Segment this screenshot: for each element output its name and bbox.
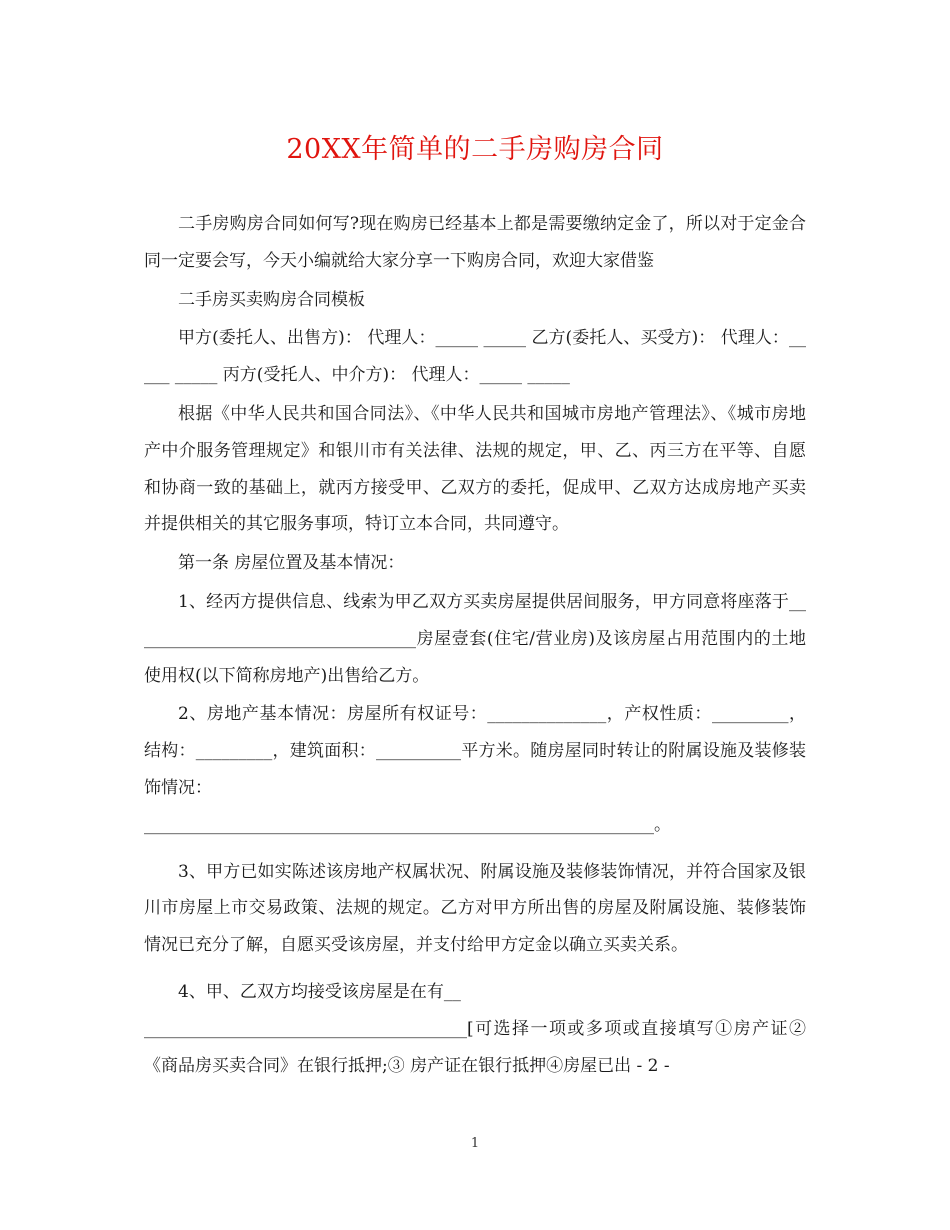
page-number: 1 — [470, 1136, 480, 1151]
clause-4-continuation: ______________________________________[可选择一项或多项或直接填写①房产证②《商品房买卖合同》在银行抵押;③ 房产证在银行抵押④房屋已出 - 2 - — [144, 1018, 806, 1076]
document-body — [144, 206, 806, 1084]
legal-basis-paragraph: 根据《中华人民共和国合同法》、《中华人民共和国城市房地产管理法》、《城市房地产中介服务管理规定》和银川市有关法律、法规的规定，甲、乙、丙三方在平等、自愿和协商一致的基础上，就丙方接受甲、乙双方的委托，促成甲、乙双方达成房地产买卖并提供相关的其它服务事项，特订立本合同，共同遵守。 — [144, 403, 806, 535]
clause-3-paragraph: 3、甲方已如实陈述该房地产权属状况、附属设施及装修装饰情况，并符合国家及银川市房屋上市交易政策、法规的规定。乙方对甲方所出售的房屋及附属设施、装修装饰情况已充分了解，自愿买受该房屋，并支付给甲方定金以确立买卖关系。 — [144, 861, 806, 956]
clause-4-paragraph: 4、甲、乙双方均接受该房屋是在有__ — [178, 981, 461, 1002]
clause-2-paragraph: 2、房地产基本情况：房屋所有权证号：______________，产权性质：_________，结构：_________，建筑面积：__________平方米。随房屋同时转让的附属设施及装修装饰情况： — [144, 704, 806, 798]
intro-paragraph: 二手房购房合同如何写?现在购房已经基本上都是需要缴纳定金了，所以对于定金合同一定要会写，今天小编就给大家分享一下购房合同，欢迎大家借鉴 — [144, 214, 806, 271]
article-one-heading: 第一条 房屋位置及基本情况： — [178, 553, 405, 574]
document-title: 20XX年简单的二手房购房合同 — [286, 134, 664, 165]
template-heading: 二手房买卖购房合同模板 — [178, 289, 365, 310]
fixtures-blank-line: ____________________________________________________________。 — [144, 814, 671, 835]
clause-1-paragraph: 1、经丙方提供信息、线索为甲乙双方买卖房屋提供居间服务，甲方同意将座落于__________________________________房屋壹套(住宅/营业房)及该房屋占用范围内的土地使用权(以下简称房地产)出售给乙方。 — [144, 591, 806, 686]
parties-paragraph: 甲方(委托人、出售方)： 代理人：_____ _____ 乙方(委托人、买受方)： 代理人：_____ _____ 丙方(受托人、中介方)： 代理人：_____ _____ — [144, 328, 806, 386]
